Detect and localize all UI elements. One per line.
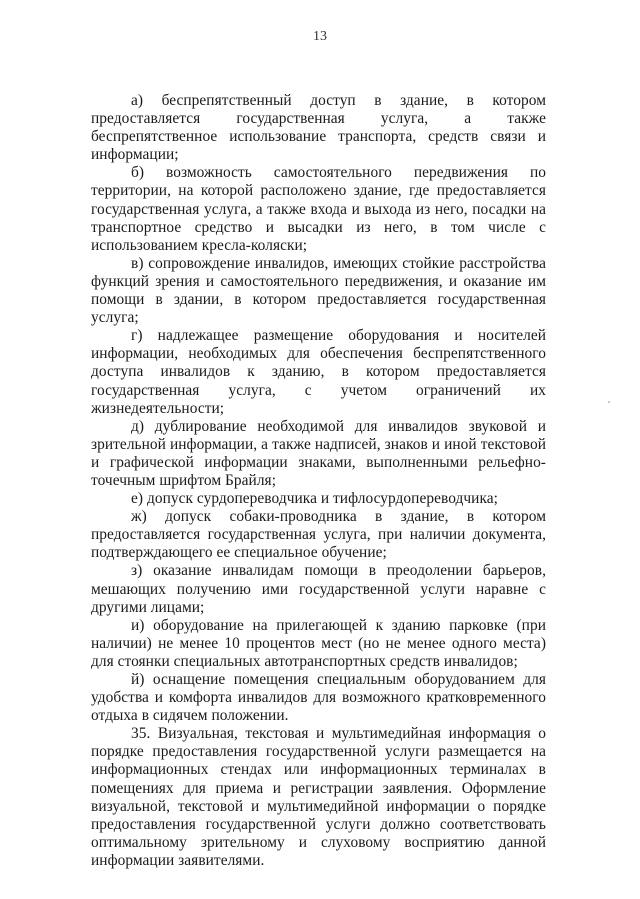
document-body bbox=[91, 92, 546, 870]
list-item-v: в) сопровождение инвалидов, имеющих стойкие расстройства функций зрения и самостоятельного передвижения, и оказание им помощи в здании, в котором предоставляется государственная услуга; bbox=[91, 254, 546, 327]
list-item-i: и) оборудование на прилегающей к зданию парковке (при наличии) не менее 10 процентов мест (но не менее одного места) для стоянки специальных автотранспортных средств инвалидов; bbox=[91, 616, 546, 670]
list-item-a: а) беспрепятственный доступ в здание, в котором предоставляется государственная услуга, а также беспрепятственное использование транспорта, средств связи и информации; bbox=[91, 92, 546, 164]
list-item-e: е) допуск сурдопереводчика и тифлосурдопереводчика; bbox=[131, 490, 498, 508]
page-number: 13 bbox=[313, 29, 327, 44]
list-item-zh: ж) допуск собаки-проводника в здание, в котором предоставляется государственная услуга, при наличии документа, подтверждающего ее специальное обучение; bbox=[91, 508, 546, 562]
scan-speck bbox=[608, 401, 610, 403]
list-item-y: й) оснащение помещения специальным оборудованием для удобства и комфорта инвалидов для возможного кратковременного отдыха в сидячем положении. bbox=[91, 671, 546, 725]
clause-35: 35. Визуальная, текстовая и мультимедийная информация о порядке предоставления государственной услуги размещается на информационных стендах или информационных терминалах в помещениях для приема и регистрации заявления. Оформление визуальной, текстовой и мультимедийной информации о порядке предоставления государственной услуги должно соответствовать оптимальному зрительному и слуховому восприятию данной информации заявителями. bbox=[91, 725, 546, 869]
list-item-g: г) надлежащее размещение оборудования и носителей информации, необходимых для обеспечения беспрепятственного доступа инвалидов к зданию, в котором предоставляется государственная услуга, с учетом ограничений их жизнедеятельности; bbox=[91, 327, 546, 417]
list-item-b: б) возможность самостоятельного передвижения по территории, на которой расположено здание, где предоставляется государственная услуга, а также входа и выхода из него, посадки на транспортное средство и высадки из него, в том числе с использованием кресла-коляски; bbox=[91, 164, 546, 254]
list-item-z: з) оказание инвалидам помощи в преодолении барьеров, мешающих получению ими государственной услуги наравне с другими лицами; bbox=[91, 562, 546, 616]
list-item-d: д) дублирование необходимой для инвалидов звуковой и зрительной информации, а также надписей, знаков и иной текстовой и графической информации знаками, выполненными рельефно-точечным шрифтом Брайля; bbox=[91, 417, 546, 489]
